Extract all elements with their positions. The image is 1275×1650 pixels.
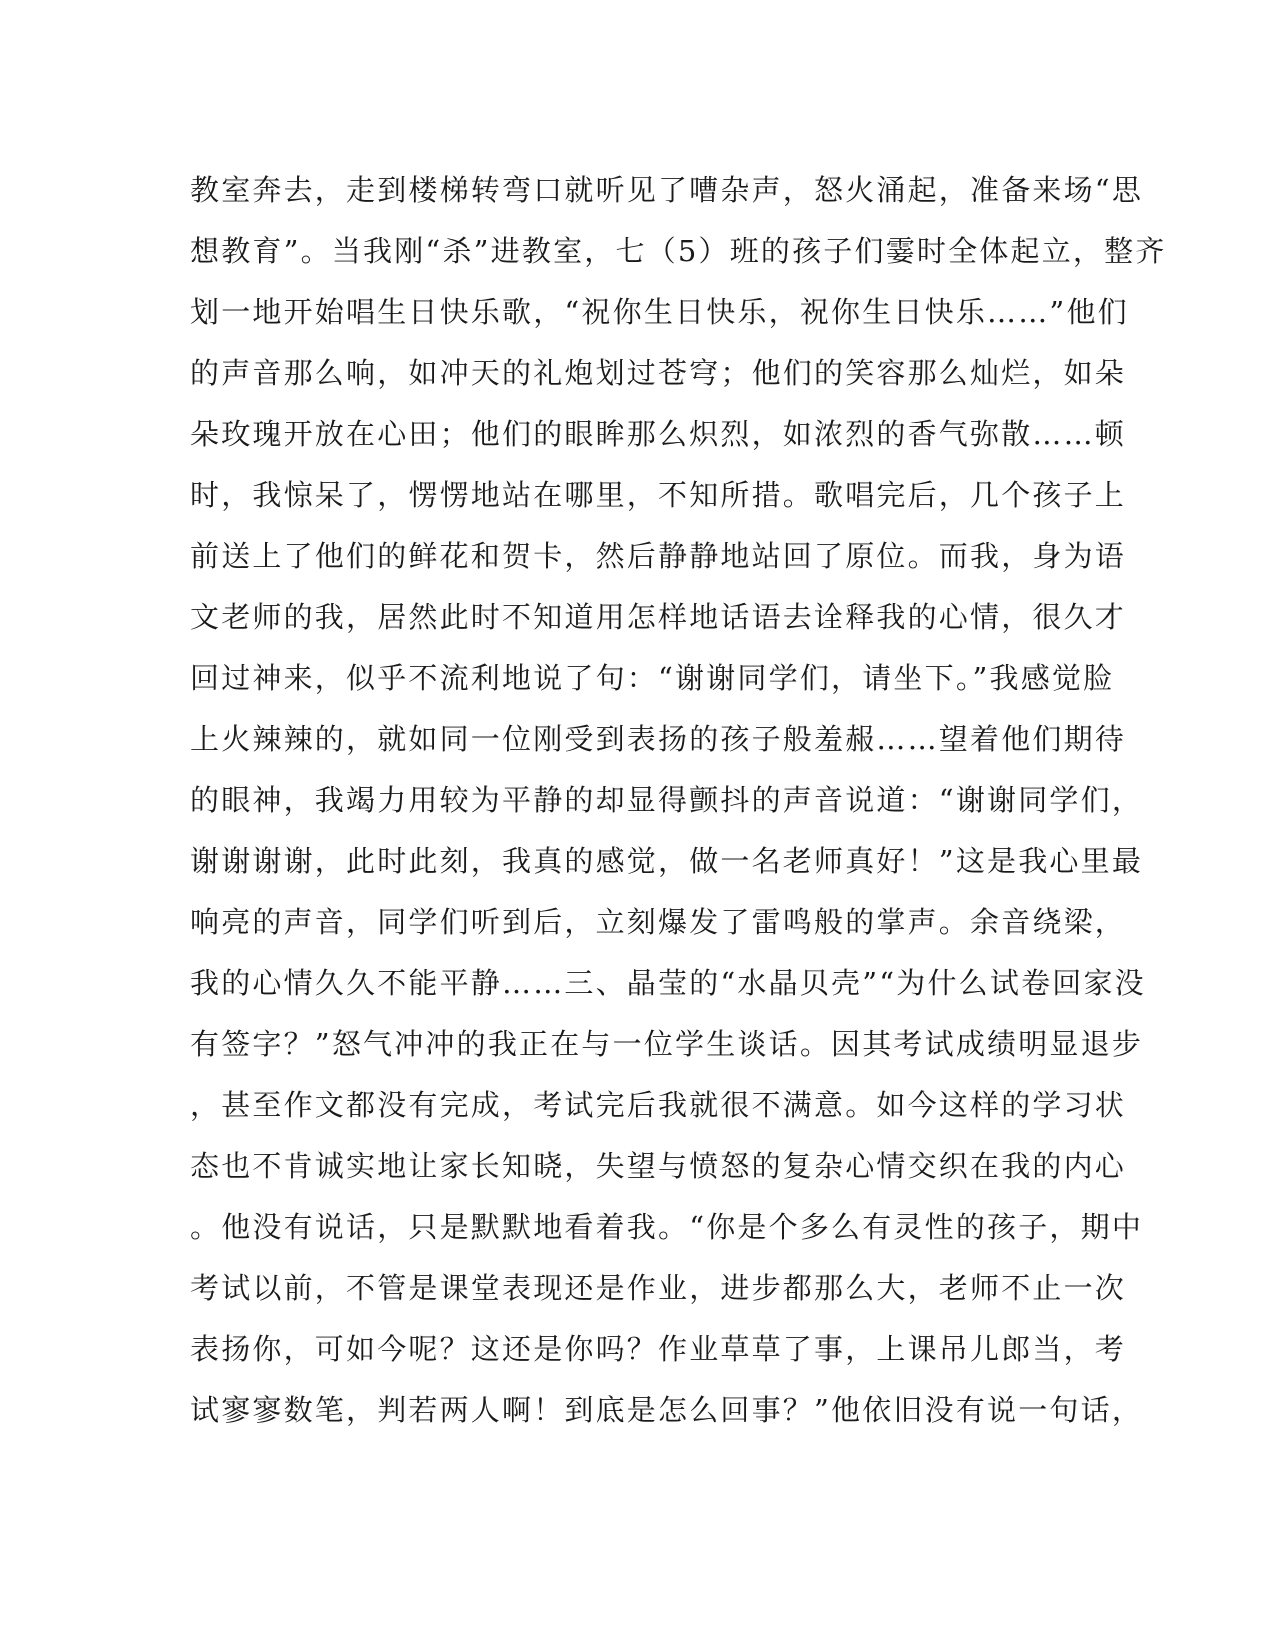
text-line: 的声音那么响，如冲天的礼炮划过苍穹；他们的笑容那么灿烂，如朵 [190,356,1127,390]
text-line: 响亮的声音，同学们听到后，立刻爆发了雷鸣般的掌声。余音绕梁， [190,905,1127,939]
text-line: 态也不肯诚实地让家长知晓，失望与愤怒的复杂心情交织在我的内心 [190,1149,1127,1183]
text-line: 我的心情久久不能平静……三、晶莹的“水晶贝壳”“为什么试卷回家没 [190,966,1146,1000]
text-line: 试寥寥数笔，判若两人啊！到底是怎么回事？”他依旧没有说一句话， [190,1393,1144,1427]
text-line: ，甚至作文都没有完成，考试完后我就很不满意。如今这样的学习状 [190,1088,1127,1122]
text-line: 回过神来，似乎不流利地说了句：“谢谢同学们，请坐下。”我感觉脸 [190,661,1115,695]
text-line: 文老师的我，居然此时不知道用怎样地话语去诠释我的心情，很久才 [190,600,1127,634]
text-line: 朵玫瑰开放在心田；他们的眼眸那么炽烈，如浓烈的香气弥散……顿 [190,417,1127,451]
text-line: 前送上了他们的鲜花和贺卡，然后静静地站回了原位。而我，身为语 [190,539,1127,573]
text-line: 时，我惊呆了，愣愣地站在哪里，不知所措。歌唱完后，几个孩子上 [190,478,1127,512]
text-line: 谢谢谢谢，此时此刻，我真的感觉，做一名老师真好！”这是我心里最 [190,844,1144,878]
text-line: 划一地开始唱生日快乐歌，“祝你生日快乐，祝你生日快乐……”他们 [190,295,1129,329]
text-line: 有签字？”怒气冲冲的我正在与一位学生谈话。因其考试成绩明显退步 [190,1027,1144,1061]
text-line: 上火辣辣的，就如同一位刚受到表扬的孩子般羞赧……望着他们期待 [190,722,1127,756]
body-text [190,160,1167,1441]
text-line: 。他没有说话，只是默默地看着我。“你是个多么有灵性的孩子，期中 [190,1210,1144,1244]
text-line: 考试以前，不管是课堂表现还是作业，进步都那么大，老师不止一次 [190,1271,1127,1305]
text-line: 教室奔去，走到楼梯转弯口就听见了嘈杂声，怒火涌起，准备来场“思 [190,173,1144,207]
text-line: 的眼神，我竭力用较为平静的却显得颤抖的声音说道：“谢谢同学们， [190,783,1144,817]
text-line: 表扬你，可如今呢？这还是你吗？作业草草了事，上课吊儿郎当，考 [190,1332,1127,1366]
text-line: 想教育”。当我刚“杀”进教室，七（5）班的孩子们霎时全体起立，整齐 [190,234,1167,268]
